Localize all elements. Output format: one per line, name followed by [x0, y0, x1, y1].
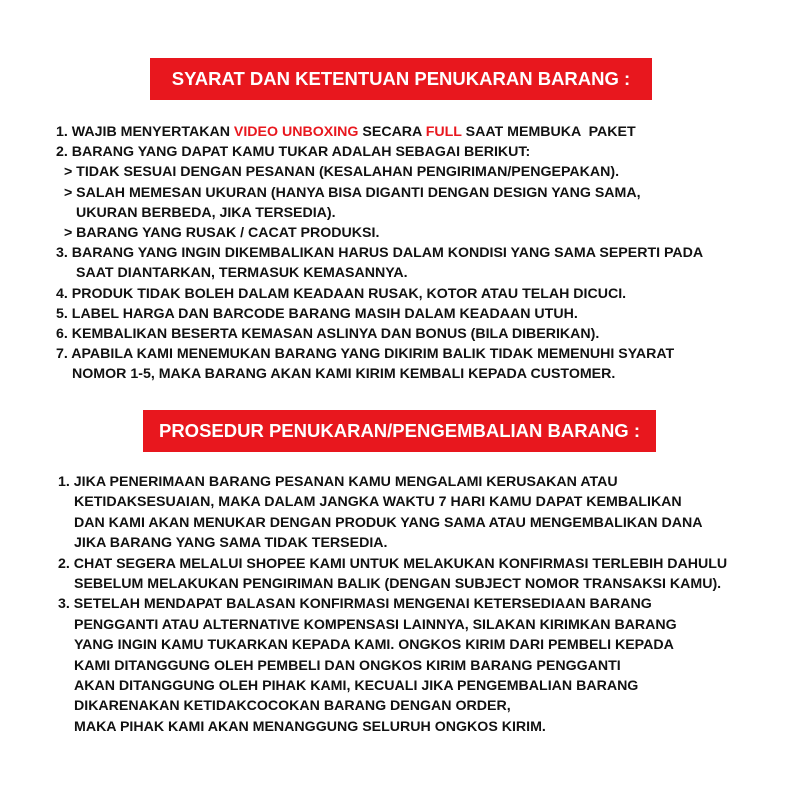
terms-line	[56, 122, 636, 142]
procedure-line: AKAN DITANGGUNG OLEH PIHAK KAMI, KECUALI JIKA PENGEMBALIAN BARANG	[74, 678, 639, 694]
procedure-line: KAMI DITANGGUNG OLEH PEMBELI DAN ONGKOS KIRIM BARANG PENGGANTI	[74, 657, 621, 674]
terms-line: 3. BARANG YANG INGIN DIKEMBALIKAN HARUS DALAM KONDISI YANG SAMA SEPERTI PADA	[56, 245, 704, 262]
procedure-heading: PROSEDUR PENUKARAN/PENGEMBALIAN BARANG :	[143, 410, 656, 452]
procedure-line: JIKA BARANG YANG SAMA TIDAK TERSEDIA.	[74, 535, 388, 552]
procedure-line: KETIDAKSESUAIAN, MAKA DALAM JANGKA WAKTU 7 HARI KAMU DAPAT KEMBALIKAN	[74, 494, 682, 511]
highlight-text: FULL	[425, 124, 462, 140]
procedure-line: 1. JIKA PENERIMAAN BARANG PESANAN KAMU MENGALAMI KERUSAKAN ATAU	[58, 474, 618, 490]
procedure-line: DIKARENAKAN KETIDAKCOCOKAN BARANG DENGAN ORDER,	[74, 698, 511, 715]
terms-heading: SYARAT DAN KETENTUAN PENUKARAN BARANG :	[150, 58, 652, 100]
procedure-line: MAKA PIHAK KAMI AKAN MENANGGUNG SELURUH ONGKOS KIRIM.	[74, 718, 546, 735]
line-text: SAAT MEMBUKA PAKET	[461, 124, 636, 140]
procedure-line: DAN KAMI AKAN MENUKAR DENGAN PRODUK YANG SAMA ATAU MENGEMBALIKAN DANA	[74, 514, 703, 531]
terms-line: 6. KEMBALIKAN BESERTA KEMASAN ASLINYA DAN BONUS (BILA DIBERIKAN).	[56, 326, 600, 342]
terms-line: UKURAN BERBEDA, JIKA TERSEDIA).	[76, 204, 336, 221]
terms-line: NOMOR 1-5, MAKA BARANG AKAN KAMI KIRIM KEMBALI KEPADA CUSTOMER.	[72, 366, 616, 383]
terms-line: 7. APABILA KAMI MENEMUKAN BARANG YANG DIKIRIM BALIK TIDAK MEMENUHI SYARAT	[56, 346, 675, 363]
line-text: 1. WAJIB MENYERTAKAN	[56, 124, 234, 140]
terms-line: 2. BARANG YANG DAPAT KAMU TUKAR ADALAH SEBAGAI BERIKUT:	[56, 144, 531, 161]
procedure-line: 2. CHAT SEGERA MELALUI SHOPEE KAMI UNTUK MELAKUKAN KONFIRMASI TERLEBIH DAHULU	[58, 555, 728, 572]
line-text: SECARA	[358, 124, 426, 140]
terms-line: > TIDAK SESUAI DENGAN PESANAN (KESALAHAN PENGIRIMAN/PENGEPAKAN).	[60, 164, 620, 181]
highlight-text: VIDEO UNBOXING	[233, 124, 359, 140]
terms-line: 4. PRODUK TIDAK BOLEH DALAM KEADAAN RUSAK, KOTOR ATAU TELAH DICUCI.	[56, 285, 627, 302]
terms-line: 5. LABEL HARGA DAN BARCODE BARANG MASIH DALAM KEADAAN UTUH.	[56, 305, 578, 322]
procedure-line: 3. SETELAH MENDAPAT BALASAN KONFIRMASI MENGENAI KETERSEDIAAN BARANG	[58, 596, 652, 613]
terms-line: > SALAH MEMESAN UKURAN (HANYA BISA DIGANTI DENGAN DESIGN YANG SAMA,	[60, 184, 641, 201]
terms-line: SAAT DIANTARKAN, TERMASUK KEMASANNYA.	[76, 265, 408, 282]
procedure-line: YANG INGIN KAMU TUKARKAN KEPADA KAMI. ONGKOS KIRIM DARI PEMBELI KEPADA	[74, 637, 674, 654]
terms-line: > BARANG YANG RUSAK / CACAT PRODUKSI.	[60, 225, 380, 241]
procedure-line: PENGGANTI ATAU ALTERNATIVE KOMPENSASI LAINNYA, SILAKAN KIRIMKAN BARANG	[74, 616, 677, 633]
procedure-line: SEBELUM MELAKUKAN PENGIRIMAN BALIK (DENGAN SUBJECT NOMOR TRANSAKSI KAMU).	[74, 576, 722, 592]
